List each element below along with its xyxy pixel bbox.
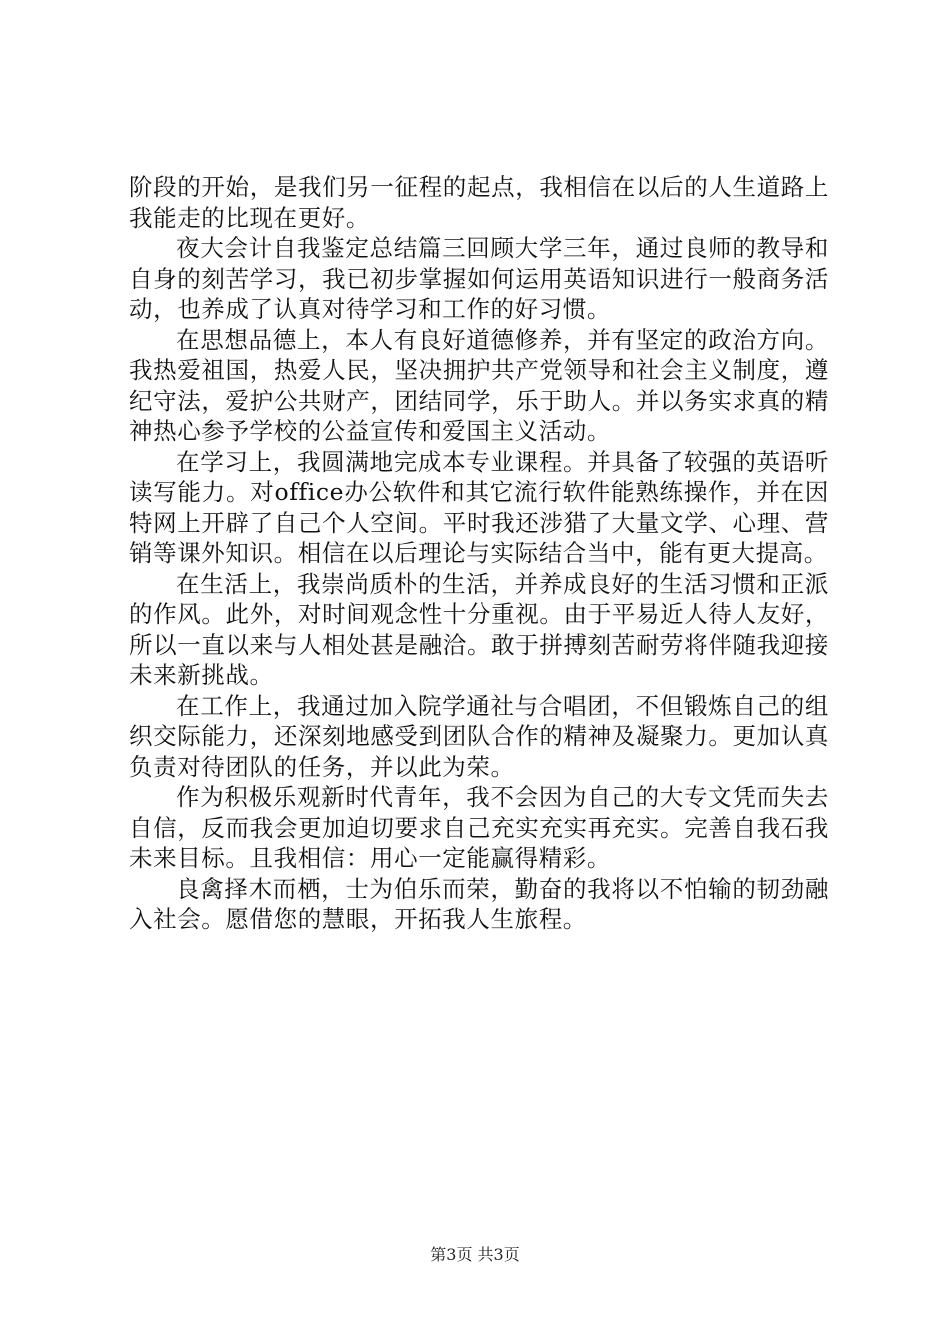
paragraph-5: 在生活上，我崇尚质朴的生活，并养成良好的生活习惯和正派的作风。此外，对时间观念性十分重视。由于平易近人待人友好，所以一直以来与人相处甚是融洽。敢于拼搏刻苦耐劳将伴随我迎接未来新挑战。: [129, 569, 829, 689]
paragraph-3: 在思想品德上，本人有良好道德修养，并有坚定的政治方向。我热爱祖国，热爱人民，坚决拥护共产党领导和社会主义制度，遵纪守法，爱护公共财产，团结同学，乐于助人。并以务实求真的精神热心参予学校的公益宣传和爱国主义活动。: [129, 325, 829, 445]
paragraph-2: 夜大会计自我鉴定总结篇三回顾大学三年，通过良师的教导和自身的刻苦学习，我已初步掌握如何运用英语知识进行一般商务活动，也养成了认真对待学习和工作的好习惯。: [129, 234, 829, 323]
page-footer: 第3页 共3页: [430, 1245, 520, 1264]
paragraph-7: 作为积极乐观新时代青年，我不会因为自己的大专文凭而失去自信，反而我会更加迫切要求自己充实充实再充实。完善自我石我未来目标。且我相信：用心一定能赢得精彩。: [129, 783, 829, 872]
paragraph-8: 良禽择木而栖，士为伯乐而荣，勤奋的我将以不怕输的韧劲融入社会。愿借您的慧眼，开拓我人生旅程。: [129, 874, 829, 933]
document-body: [129, 172, 829, 935]
paragraph-4: 在学习上，我圆满地完成本专业课程。并具备了较强的英语听读写能力。对office办公软件和其它流行软件能熟练操作，并在因特网上开辟了自己个人空间。平时我还涉猎了大量文学、心理、营销等课外知识。相信在以后理论与实际结合当中，能有更大提高。: [129, 447, 829, 567]
paragraph-1: 阶段的开始，是我们另一征程的起点，我相信在以后的人生道路上我能走的比现在更好。: [129, 173, 829, 232]
paragraph-6: 在工作上，我通过加入院学通社与合唱团，不但锻炼自己的组织交际能力，还深刻地感受到团队合作的精神及凝聚力。更加认真负责对待团队的任务，并以此为荣。: [129, 691, 829, 781]
